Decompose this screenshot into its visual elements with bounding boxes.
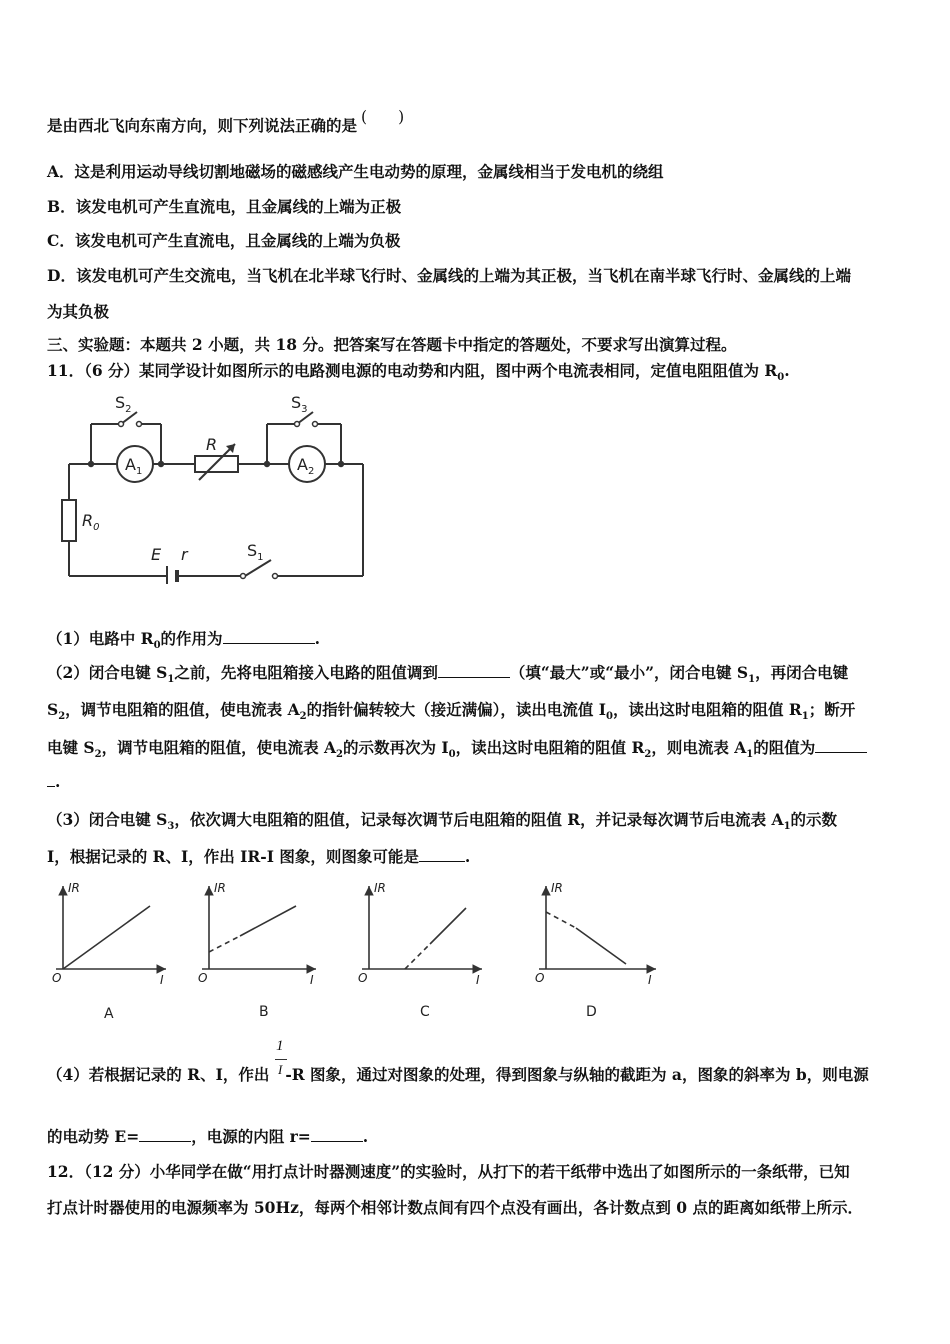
q11-part3-line2: I，根据记录的 R、I，作出 IR-I 图象，则图象可能是 . (47, 847, 471, 866)
q11-part2-line1: （2）闭合电键 $S_1$之前，先将电阻箱接入电路的阻值调到 （填“最大”或“最小”，闭合电键 $S_1$，再闭合电键 (47, 663, 849, 686)
graph-b-label: B (259, 1004, 269, 1020)
q12-stem: 12．（12 分）小华同学在做“用打点计时器测速度”的实验时，从打下的若干纸带中选出了如图所示的一条纸带，已知 (47, 1162, 850, 1181)
graph-a-origin: O (52, 971, 62, 985)
fraction-denominator: I (278, 1062, 283, 1077)
graph-c-x-label: I (476, 973, 480, 987)
q11-stem: 11．（6 分）某同学设计如图所示的电路测电源的电动势和内阻，图中两个电流表相同，定值电阻阻值为 $R_0$. (47, 361, 790, 384)
q11-part4-line1: （4）若根据记录的 R、I，作出 -R 图象，通过对图象的处理，得到图象与纵轴的截距为 a，图象的斜率为 b，则电源 (47, 1065, 869, 1084)
resistor-box-label: R (206, 435, 218, 454)
graph-d-origin: O (535, 971, 545, 985)
q11-part3-line1: （3）闭合电键 $S_3$，依次调大电阻箱的阻值，记录每次调节后电阻箱的阻值 R，并记录每次调节后电流表 $A_1$的示数 (47, 810, 838, 833)
option-b: B．该发电机可产生直流电，且金属线的上端为正极 (47, 197, 402, 216)
graph-c-label: C (420, 1004, 430, 1020)
r0-label: $R_0$ (82, 511, 100, 533)
switch-s3-label: $S_3$ (291, 393, 308, 415)
section-heading: 三、实验题：本题共 2 小题，共 18 分。把答案写在答题卡中指定的答题处，不要求写出演算过程。 (47, 335, 737, 354)
option-c: C．该发电机可产生直流电，且金属线的上端为负极 (47, 231, 401, 250)
graph-d-x-label: I (648, 973, 652, 987)
q11-part2-line2: $S_2$，调节电阻箱的阻值，使电流表 $A_2$的指针偏转较大（接近满偏），读出电流值 $I_0$，读出这时电阻箱的阻值 $R_1$；断开 (47, 700, 856, 723)
switch-s1-label: $S_1$ (247, 541, 264, 563)
fraction-bar (275, 1059, 287, 1060)
graph-options (44, 876, 664, 1028)
graph-d-y-label: IR (551, 881, 563, 895)
answer-paren: ( ) (361, 108, 405, 126)
q11-part2-line4: . (47, 772, 60, 791)
internal-r-label: r (181, 545, 188, 564)
circuit-diagram (55, 388, 375, 584)
question-intro: 是由西北飞向东南方向，则下列说法正确的是 ( ) (47, 108, 405, 135)
graph-a-y-label: IR (68, 881, 80, 895)
q12-stem-line2: 打点计时器使用的电源频率为 50Hz，每两个相邻计数点间有四个点没有画出，各计数点到 0 点的距离如纸带上所示． (47, 1198, 863, 1217)
graph-b-origin: O (198, 971, 208, 985)
graph-b-x-label: I (310, 973, 314, 987)
fraction-numerator: 1 (276, 1038, 284, 1054)
option-d: D．该发电机可产生交流电，当飞机在北半球飞行时、金属线的上端为其正极，当飞机在南半球飞行时、金属线的上端 (47, 266, 851, 285)
q11-part2-line3: 电键 $S_2$，调节电阻箱的阻值，使电流表 $A_2$的示数再次为 $I_0$，读出这时电阻箱的阻值 $R_2$，则电流表 $A_1$的阻值为 (47, 736, 867, 760)
switch-s2-label: $S_2$ (115, 393, 132, 415)
graph-d-label: D (586, 1004, 597, 1020)
graph-b-y-label: IR (214, 881, 226, 895)
option-d-continued: 为其负极 (47, 302, 110, 321)
q11-part1: （1）电路中 $R_0$的作用为 . (47, 629, 320, 652)
graph-c-origin: O (358, 971, 368, 985)
graph-a-x-label: I (160, 973, 164, 987)
graph-a-label: A (104, 1006, 114, 1022)
q11-part4-line2: 的电动势 E= ，电源的内阻 r= . (47, 1127, 369, 1146)
emf-label: E (151, 545, 162, 564)
ammeter-a2-label: $A_2$ (297, 455, 315, 477)
option-a: A．这是利用运动导线切割地磁场的磁感线产生电动势的原理，金属线相当于发电机的绕组 (47, 162, 664, 181)
ammeter-a1-label: $A_1$ (125, 455, 143, 477)
graph-c-y-label: IR (374, 881, 386, 895)
